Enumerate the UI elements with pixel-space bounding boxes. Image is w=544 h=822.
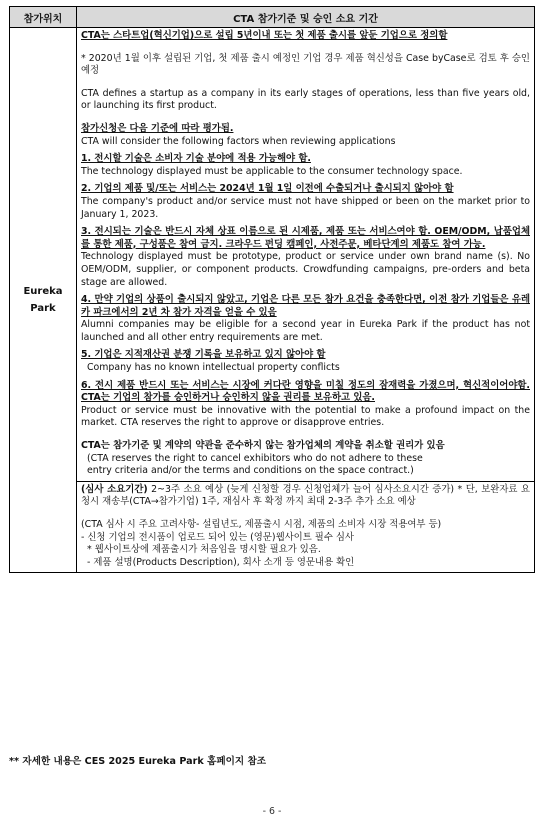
- criterion-1-en: The technology displayed must be applicable to the consumer technology space.: [81, 165, 463, 177]
- criterion-3-kr: 3. 전시되는 기술은 반드시 자체 상표 이름으로 된 시제품, 제품 또는 서비스여야 함. OEM/ODM, 납품업체를 통한 제품, 구성품은 참여 금지. 크라우드 펀딩 캠페인, 사전주문, 베타단계의 제품도 참여 가능.: [81, 226, 530, 250]
- criterion-6-kr: 6. 전시 제품 반드시 또는 서비스는 시장에 커다란 영향을 미칠 정도의 잠재력을 가졌으며, 혁신적이어야함. CTA는 기업의 참가를 승인하거나 승인하지 않을 권리를 보유하고 있음.: [81, 379, 530, 404]
- review-cell: [77, 481, 535, 573]
- evaluation-kr: 참가신청은 다음 기준에 따라 평가됨.: [81, 122, 234, 134]
- definition-note-kr: * 2020년 1월 이후 설립된 기업, 첫 제품 출시 예정인 기업 경우 제품 혁신성을 Case byCase로 검토 후 승인 예정: [81, 52, 530, 77]
- review-period: [81, 484, 530, 509]
- review-bullet-1: - 신청 기업의 전시품이 업로드 되어 있는 (영문)웹사이트 필수 심사: [81, 531, 354, 543]
- criterion-4-en: Alumni companies may be eligible for a second year in Eureka Park if the product has not launched and all other entry requirements are met.: [81, 319, 530, 343]
- definition-kr: CTA는 스타트업(혁신기업)으로 설립 5년이내 또는 첫 제품 출시를 앞둔 기업으로 정의함: [81, 30, 448, 41]
- review-row: [10, 481, 535, 573]
- criterion-4-kr: 4. 만약 기업의 상품이 출시되지 않았고, 기업은 다른 모든 참가 요건을 충족한다면, 이전 참가 기업들은 유레카 파크에서의 2년 차 참가 자격을 얻을 수 있음: [81, 294, 530, 318]
- review-considerations: (CTA 심사 시 주요 고려사항- 설립년도, 제품출시 시점, 제품의 소비자 시장 적용여부 등): [81, 519, 442, 530]
- criterion-5-kr: 5. 기업은 지적재산권 분쟁 기록을 보유하고 있지 않아야 함: [81, 349, 326, 361]
- criterion-6-en: Product or service must be innovative with the potential to make a profound impact on the market. CTA reserves the right to approve or disapprove entries.: [81, 404, 530, 429]
- location-cell: [10, 28, 77, 573]
- criteria-cell: [77, 28, 535, 482]
- criterion-5-en: Company has no known intellectual property conflicts: [87, 362, 340, 374]
- criterion-2-kr: 2. 기업의 제품 및/또는 서비스는 2024년 1월 1일 이전에 수출되거나 출시되지 않아야 함: [81, 183, 454, 195]
- header-criteria: CTA 참가기준 및 승인 소요 기간: [77, 7, 535, 28]
- definition-en: CTA defines a startup as a company in its early stages of operations, less than five years old, or launching its first product.: [81, 87, 530, 112]
- header-location: 참가위치: [10, 7, 77, 28]
- page-number: - 6 -: [262, 806, 282, 817]
- cancel-en-2: entry criteria and/or the terms and conditions on the space contract.): [87, 465, 414, 477]
- criteria-table: [9, 6, 535, 573]
- cancel-kr: CTA는 참가기준 및 계약의 약관을 준수하지 않는 참가업체의 계약을 취소할 권리가 있음: [81, 440, 445, 452]
- criteria-block: [77, 28, 534, 481]
- evaluation-en: CTA will consider the following factors when reviewing applications: [81, 135, 396, 147]
- review-bullet-3: - 제품 설명(Products Description), 회사 소개 등 영문내용 확인: [87, 556, 355, 568]
- criterion-2-en: The company's product and/or service must not have shipped or been on the market prior to January 1, 2023.: [81, 195, 530, 220]
- footnote: ** 자세한 내용은 CES 2025 Eureka Park 홈페이지 참조: [9, 756, 267, 767]
- eureka-row: [10, 28, 535, 482]
- review-label: (심사 소요기간): [81, 483, 148, 495]
- criterion-1-kr: 1. 전시할 기술은 소비자 기술 분야에 적용 가능해야 함.: [81, 153, 311, 165]
- location-line2: Park: [30, 303, 56, 315]
- table-header-row: [10, 7, 535, 28]
- location-line1: Eureka: [23, 286, 63, 298]
- criterion-3-en: Technology displayed must be prototype, product or service under own brand name (s). No OEM/ODM, supplier, or component products. Crowdfunding campaigns, pre-orders and beta stage are allowed.: [81, 251, 530, 288]
- review-bullet-2: * 웹사이트상에 제품출시가 처음임을 명시할 필요가 있음.: [87, 544, 321, 556]
- review-text: 2~3주 소요 예상 (늦게 신청할 경우 신청업체가 늘어 심사소요시간 증가) * 단, 보완자료 요청시 재송부(CTA→참가기업) 1주, 재심사 후 확정 까지 최대 2-3주 추가 소요 예상: [81, 483, 530, 508]
- cancel-en-1: (CTA reserves the right to cancel exhibitors who do not adhere to these: [87, 452, 423, 464]
- review-block: [77, 482, 534, 573]
